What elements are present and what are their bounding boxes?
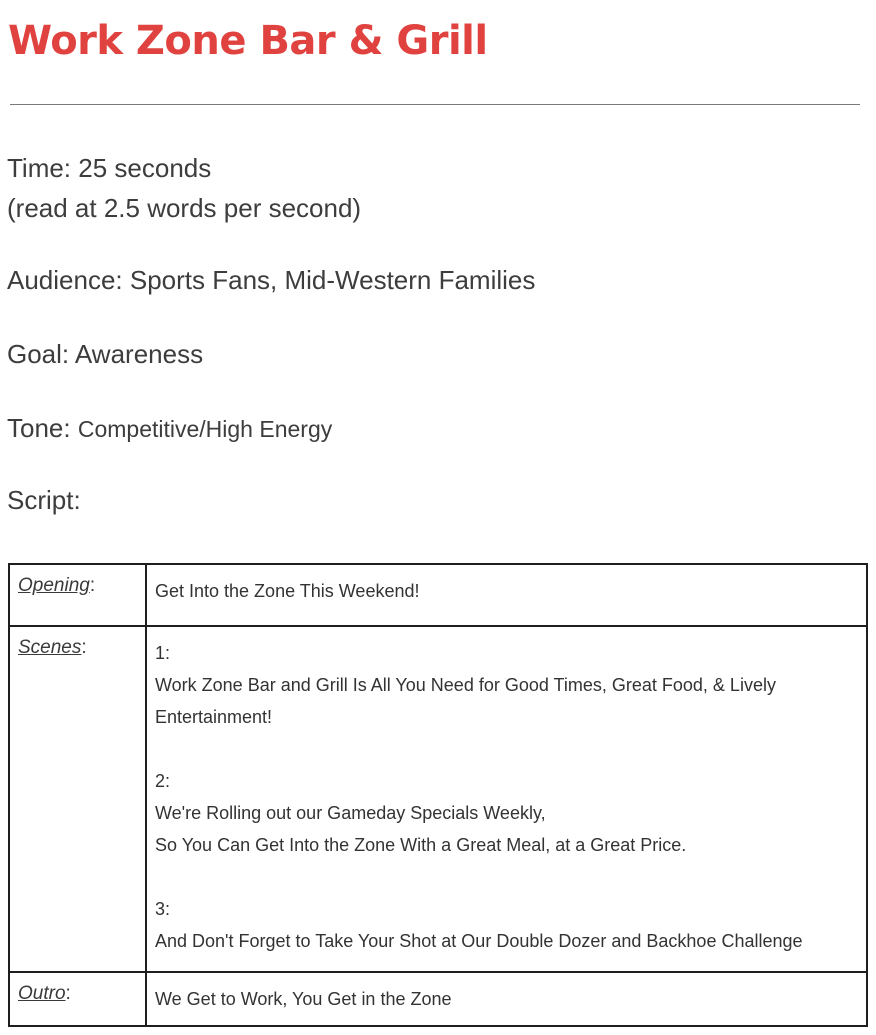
- scene-spacer: [155, 733, 858, 765]
- scene-3-line: And Don't Forget to Take Your Shot at Our Double Dozer and Backhoe Challenge: [155, 931, 803, 951]
- scenes-text-cell: [146, 626, 867, 972]
- script-label: Script:: [7, 485, 81, 515]
- scenes-label: Scenes: [18, 637, 82, 658]
- opening-text-cell: [146, 564, 867, 626]
- outro-label-cell: [9, 972, 146, 1026]
- table-row: [9, 564, 867, 626]
- scene-2-line: So You Can Get Into the Zone With a Great Meal, at a Great Price.: [155, 835, 687, 855]
- opening-label-cell: [9, 564, 146, 626]
- scene-1-line: Work Zone Bar and Grill Is All You Need for Good Times, Great Food, & Lively: [155, 675, 776, 695]
- outro-label: Outro: [18, 983, 66, 1004]
- table-row: [9, 972, 867, 1026]
- table-row: [9, 626, 867, 972]
- rate-line: (read at 2.5 words per second): [7, 193, 362, 223]
- scene-1-number: 1:: [155, 643, 171, 663]
- opening-label: Opening: [18, 575, 90, 596]
- scene-2-number: 2:: [155, 771, 171, 791]
- tone-line: [7, 408, 332, 449]
- scene-2-line: We're Rolling out our Gameday Specials Weekly,: [155, 803, 546, 823]
- tone-label: Tone:: [7, 413, 71, 443]
- outro-colon: :: [65, 983, 71, 1004]
- script-table: [8, 563, 868, 1027]
- scene-1-line: Entertainment!: [155, 707, 273, 727]
- scene-spacer: [155, 861, 858, 893]
- scene-3-number: 3:: [155, 899, 171, 919]
- opening-colon: :: [89, 575, 96, 596]
- outro-text-cell: [146, 972, 867, 1026]
- scenes-colon: :: [81, 637, 87, 658]
- time-line: Time: 25 seconds: [7, 153, 212, 183]
- opening-text: Get Into the Zone This Weekend!: [155, 581, 420, 601]
- title-divider: [10, 104, 860, 105]
- audience-line: Audience: Sports Fans, Mid-Western Families: [7, 265, 536, 295]
- goal-line: Goal: Awareness: [7, 339, 204, 369]
- outro-text: We Get to Work, You Get in the Zone: [155, 989, 452, 1009]
- tone-value: Competitive/High Energy: [77, 416, 333, 442]
- document-title: Work Zone Bar & Grill: [8, 18, 488, 64]
- scenes-label-cell: [9, 626, 146, 972]
